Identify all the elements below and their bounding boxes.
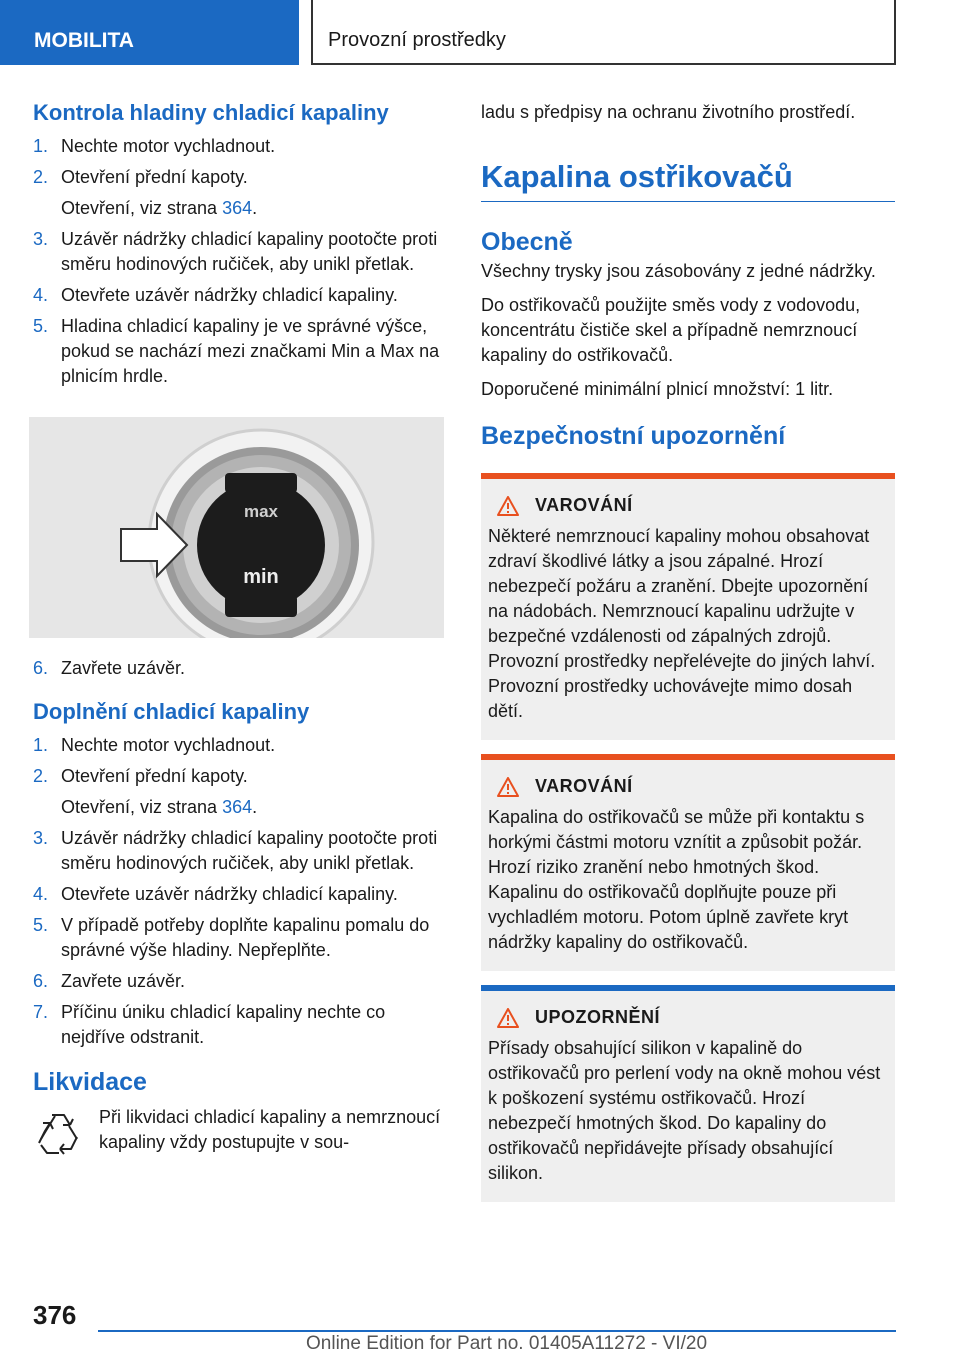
check-steps-final bbox=[33, 656, 445, 681]
list-item: 1. Nechte motor vychladnout. bbox=[33, 735, 276, 755]
coolant-cap-illustration bbox=[29, 417, 444, 638]
check-coolant-heading: Kontrola hladiny chladicí kapaliny bbox=[33, 100, 389, 125]
warning-box bbox=[481, 754, 895, 971]
check-steps-cont bbox=[33, 227, 445, 389]
max-label: max bbox=[243, 502, 279, 521]
fill-coolant-heading: Doplnění chladicí kapaliny bbox=[33, 699, 310, 724]
footer-divider bbox=[98, 1330, 896, 1332]
warning-title: VAROVÁNÍ bbox=[535, 495, 633, 515]
section-tab: MOBILITA bbox=[0, 0, 299, 65]
caution-title: UPOZORNĚNÍ bbox=[535, 1007, 661, 1027]
recycle-icon bbox=[33, 1109, 99, 1164]
list-item: 1. Nechte motor vychladnout. bbox=[33, 136, 276, 156]
see-reference: Otevření, viz strana 364. bbox=[61, 797, 258, 817]
list-item: 6. Zavřete uzávěr. bbox=[33, 658, 186, 678]
list-item: 4. Otevřete uzávěr nádržky chladicí kapaliny. bbox=[33, 285, 398, 305]
list-item: 3. Uzávěr nádržky chladicí kapaliny pootočte proti směru hodinových ručiček, aby unikl přetlak. bbox=[33, 229, 438, 274]
disposal-heading: Likvidace bbox=[33, 1068, 147, 1096]
list-item: 2. Otevření přední kapoty. bbox=[33, 766, 248, 786]
right-column bbox=[481, 100, 895, 1216]
list-item: 5. Hladina chladicí kapaliny je ve správné výšce, pokud se nachází mezi značkami Min a Max na plnicím hrdle. bbox=[33, 316, 440, 386]
check-steps bbox=[33, 134, 445, 190]
warning-title: VAROVÁNÍ bbox=[535, 776, 633, 796]
fill-steps-cont bbox=[33, 826, 445, 1050]
disposal-block bbox=[33, 1105, 445, 1164]
page-link[interactable]: 364 bbox=[222, 797, 253, 817]
heading-divider bbox=[481, 201, 895, 202]
warning-text: Kapalina do ostřikovačů se může při kontaktu s horkými částmi motoru vznítit a způsobit požár. Hrozí riziko zranění nebo hmotných škod. Kapalinu do ostřikovačů doplňujte pouze při vychladlém motoru. Potom úplně zavřete kryt nádržky kapaliny do ostřikovačů. bbox=[488, 807, 865, 952]
list-item: 4. Otevřete uzávěr nádržky chladicí kapaliny. bbox=[33, 884, 398, 904]
edition-footer: Online Edition for Part no. 01405A11272 - VI/20 bbox=[306, 1333, 708, 1354]
warning-icon bbox=[497, 777, 519, 797]
see-reference: Otevření, viz strana 364. bbox=[61, 198, 258, 218]
list-item: 2. Otevření přední kapoty. bbox=[33, 167, 248, 187]
page-number: 376 bbox=[33, 1300, 77, 1330]
safety-heading: Bezpečnostní upozornění bbox=[481, 422, 786, 450]
general-paragraph: Doporučené minimální plnicí množství: 1 litr. bbox=[481, 379, 834, 399]
list-item: 3. Uzávěr nádržky chladicí kapaliny pootočte proti směru hodinových ručiček, aby unikl přetlak. bbox=[33, 828, 438, 873]
continuation-text: ladu s předpisy na ochranu životního prostředí. bbox=[481, 102, 856, 122]
fill-steps bbox=[33, 733, 445, 789]
warning-icon bbox=[497, 496, 519, 516]
min-label: min bbox=[243, 566, 279, 588]
caution-box bbox=[481, 985, 895, 1202]
caution-icon bbox=[497, 1008, 519, 1028]
list-item: 6. Zavřete uzávěr. bbox=[33, 971, 186, 991]
warning-text: Některé nemrznoucí kapaliny mohou obsahovat zdraví škodlivé látky a jsou zápalné. Hrozí nebezpečí požáru a zranění. Dbejte upozornění na nádobách. Nemrznoucí kapalinu udržujte v bezpečné vzdálenosti od zápalných zdrojů. Provozní prostředky nepřelévejte do jiných lahví. Provozní prostředky uchovávejte mimo dosah dětí. bbox=[488, 526, 876, 721]
left-column bbox=[33, 100, 445, 1164]
general-paragraph: Do ostřikovačů použijte směs vody z vodovodu, koncentrátu čističe skel a případně nemrznoucí kapaliny do ostřikovačů. bbox=[481, 295, 861, 365]
chapter-title: Provozní prostředky bbox=[311, 0, 896, 65]
caution-text: Přísady obsahující silikon v kapalině do ostřikovačů pro perlení vody na okně mohou vést k poškození systému ostřikovačů. Hrozí nebezpečí hmotných škod. Do kapaliny do ostřikovačů nepřidávejte přísady obsahující silikon. bbox=[488, 1038, 881, 1183]
list-item: 5. V případě potřeby doplňte kapalinu pomalu do správné výše hladiny. Nepřeplňte. bbox=[33, 915, 430, 960]
cap-image bbox=[29, 417, 444, 638]
disposal-text: Při likvidaci chladicí kapaliny a nemrznoucí kapaliny vždy postupujte v sou- bbox=[99, 1107, 441, 1152]
page-link[interactable]: 364 bbox=[222, 198, 253, 218]
warning-box bbox=[481, 473, 895, 740]
general-heading: Obecně bbox=[481, 228, 573, 256]
washer-fluid-heading: Kapalina ostřikovačů bbox=[481, 159, 793, 194]
general-paragraph: Všechny trysky jsou zásobovány z jedné nádržky. bbox=[481, 261, 876, 281]
list-item: 7. Příčinu úniku chladicí kapaliny nechte co nejdříve odstranit. bbox=[33, 1002, 386, 1047]
